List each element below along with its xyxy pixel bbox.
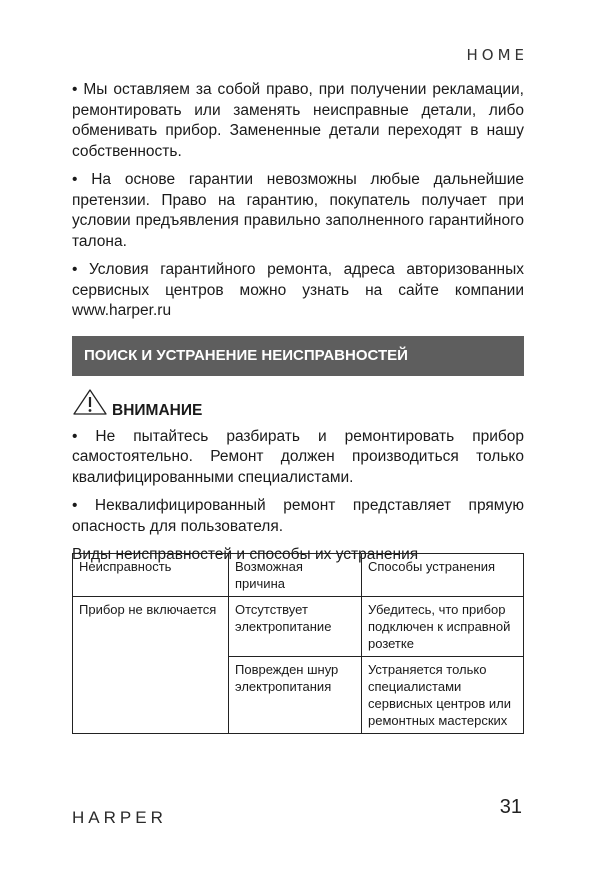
warning-title: ВНИМАНИЕ: [112, 401, 203, 419]
home-logo: HOME: [466, 46, 528, 64]
page-number: 31: [499, 796, 522, 818]
warning-item: • Не пытайтесь разбирать и ремонтировать прибор самостоятельно. Ремонт должен производиться только квалифицированными специалистами.: [72, 427, 524, 486]
section-title: ПОИСК И УСТРАНЕНИЕ НЕИСПРАВНОСТЕЙ: [72, 336, 524, 376]
header-cell-solution: Способы устранения: [362, 554, 524, 597]
warning-icon: [72, 388, 108, 421]
problem-cell: Прибор не включается: [73, 597, 229, 734]
table-intro: Виды неисправностей и способы их устранения: [72, 546, 419, 563]
warning-item: • Неквалифицированный ремонт представляет прямую опасность для пользователя.: [72, 497, 524, 535]
solution-cell: Устраняется только специалистами сервисных центров или ремонтных мастерских: [362, 657, 524, 734]
header-cell-cause: Возможная причина: [229, 554, 362, 597]
warning-heading: [72, 388, 524, 421]
paragraph-repair-rights: • Мы оставляем за собой право, при получении рекламации, ремонтировать или заменять неисправные детали, либо обменивать прибор. Замененные детали переходят в нашу собственность.: [72, 81, 524, 160]
paragraph-service-centers: • Условия гарантийного ремонта, адреса авторизованных сервисных центров можно узнать на сайте компании www.harper.ru: [72, 261, 524, 319]
cause-cell: Поврежден шнур электропитания: [229, 657, 362, 734]
cause-cell: Отсутствует электропитание: [229, 597, 362, 657]
troubleshooting-table: [72, 553, 524, 734]
table-row: [73, 597, 524, 657]
main-content: [72, 80, 524, 566]
table-header-row: [73, 554, 524, 597]
paragraph-warranty-claims: • На основе гарантии невозможны любые дальнейшие претензии. Право на гарантию, покупатель получает при условии предъявления правильно заполненного гарантийного талона.: [72, 171, 524, 250]
solution-cell: Убедитесь, что прибор подключен к исправной розетке: [362, 597, 524, 657]
header-cell-problem: Неисправность: [73, 554, 229, 597]
brand-logo: HARPER: [72, 808, 167, 827]
